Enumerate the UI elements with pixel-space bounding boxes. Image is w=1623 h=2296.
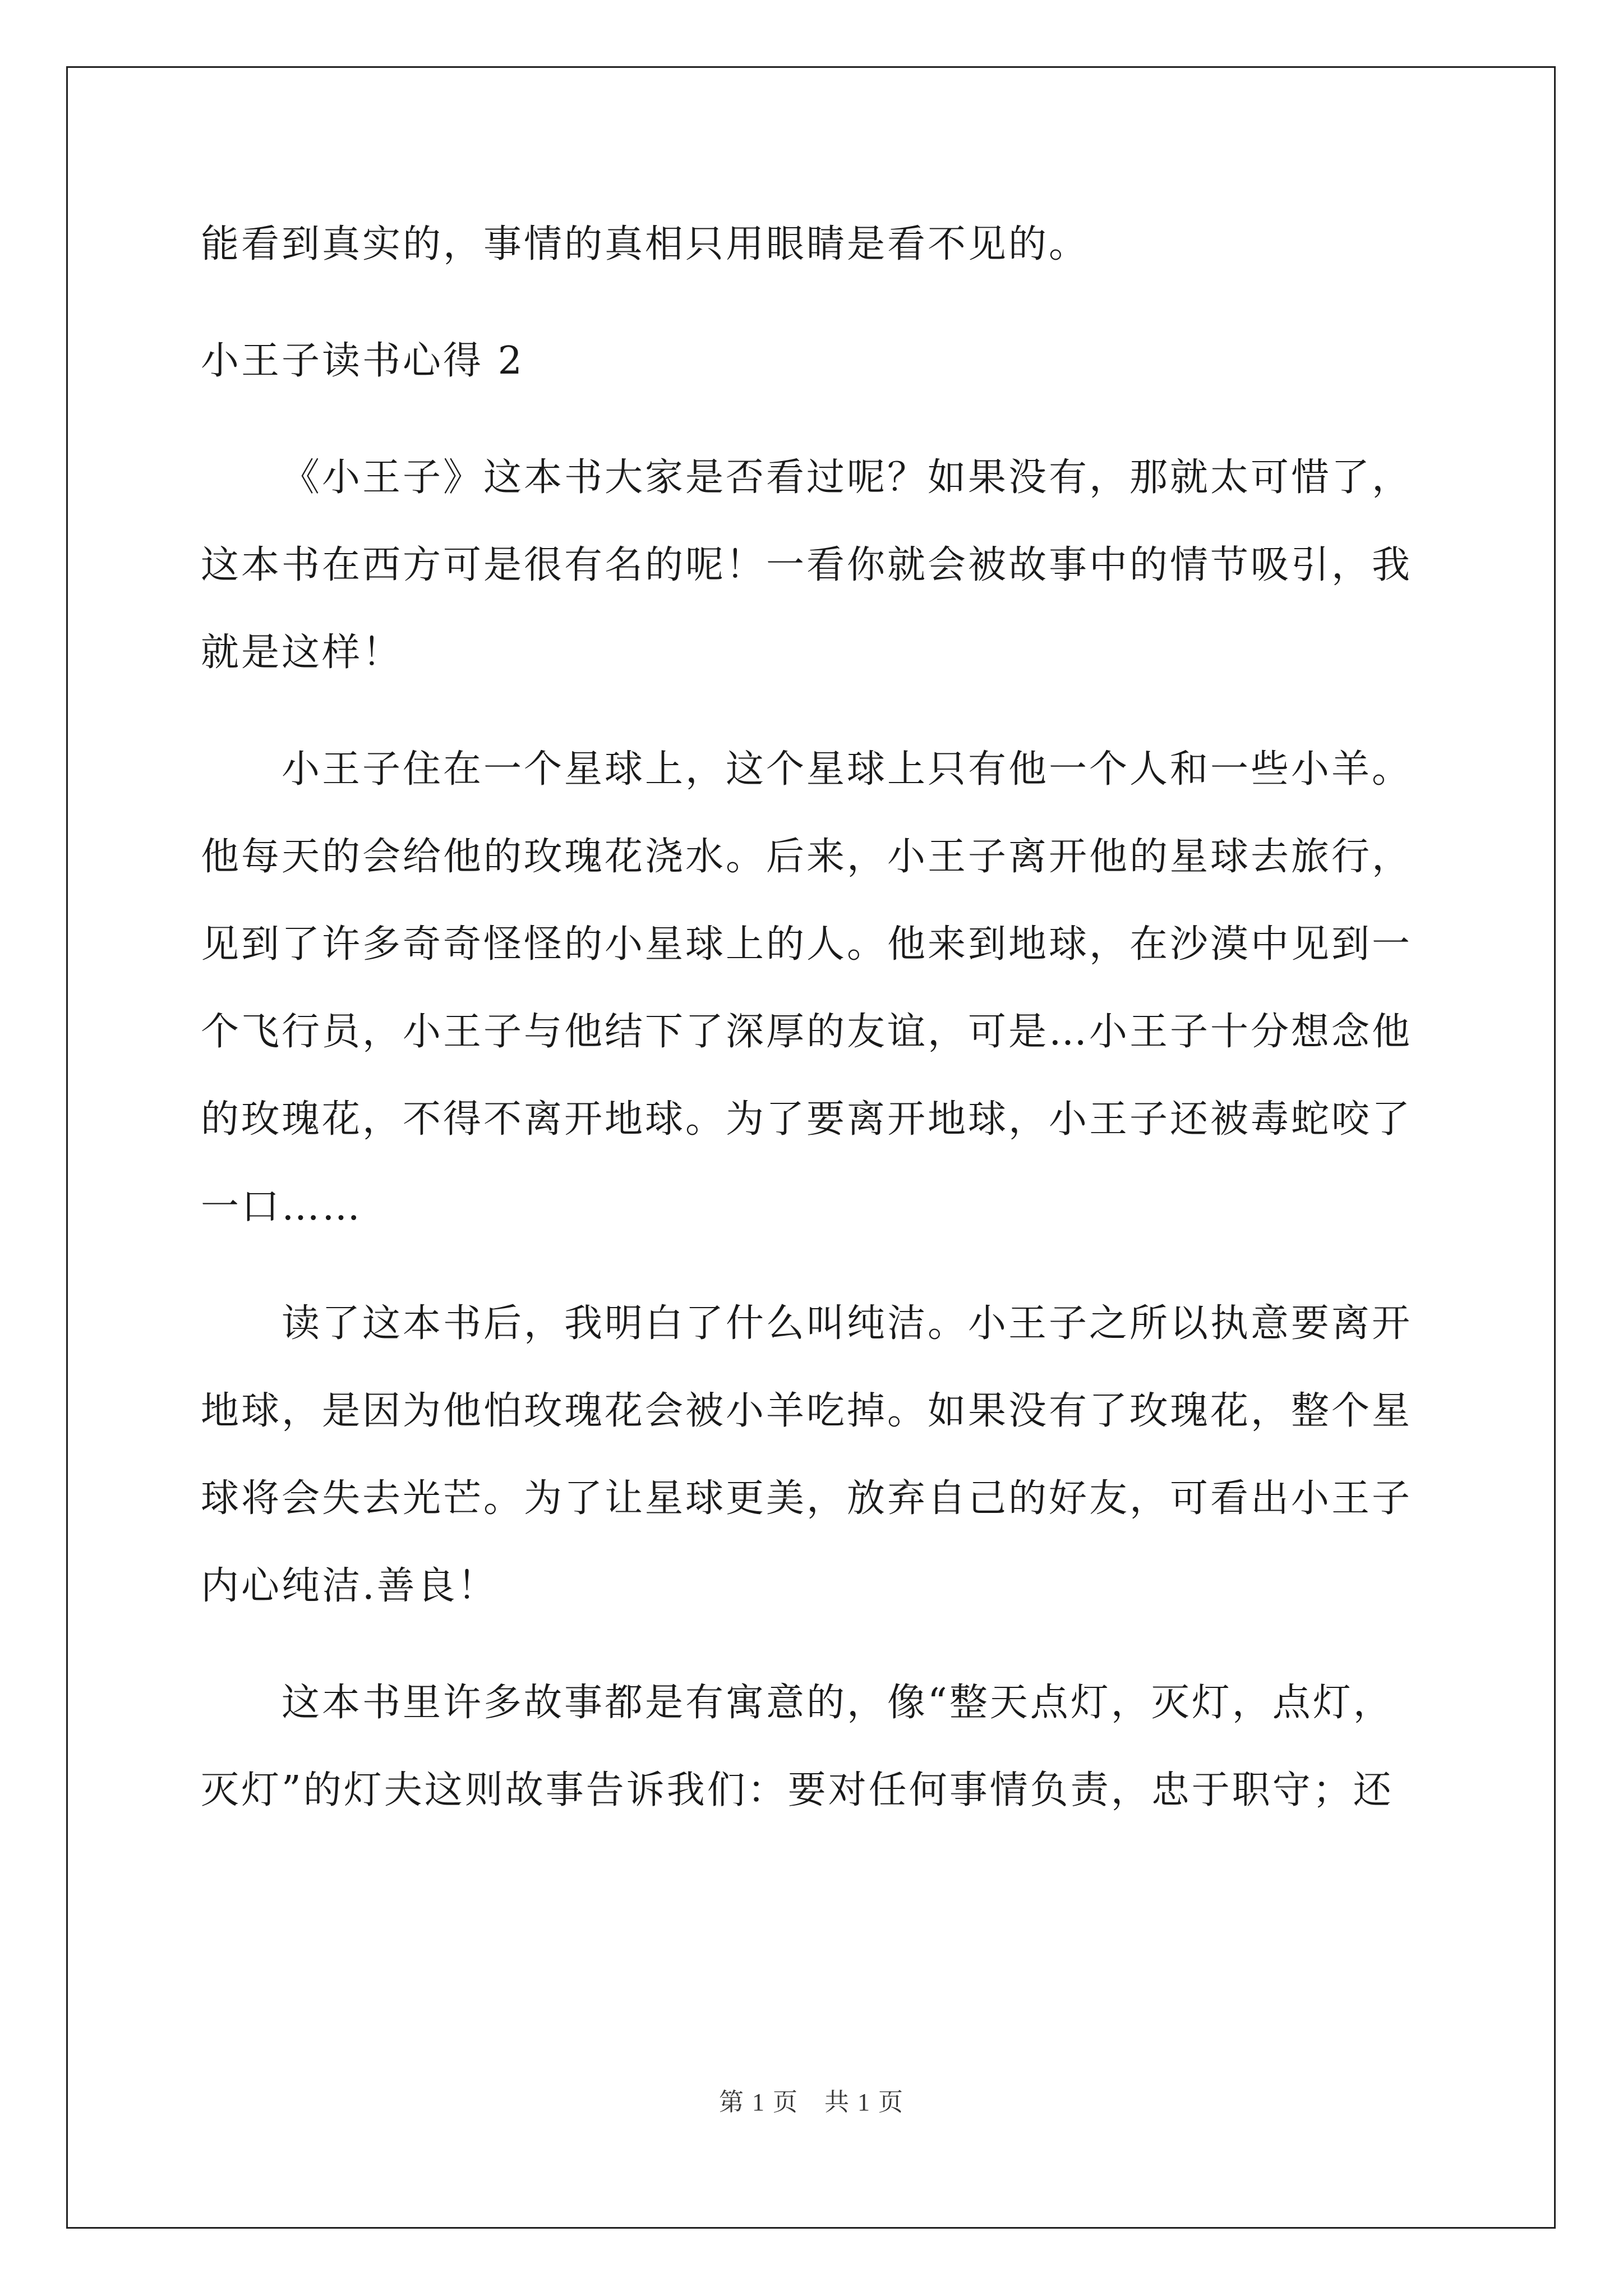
text-line: 地球，是因为他怕玫瑰花会被小羊吃掉。如果没有了玫瑰花，整个星 xyxy=(201,1389,1413,1433)
paragraph-4 xyxy=(201,1659,1430,1834)
text-line: 小王子住在一个星球上，这个星球上只有他一个人和一些小羊。 xyxy=(282,747,1413,792)
text-line: 《小王子》这本书大家是否看过呢？如果没有，那就太可惜了， xyxy=(282,455,1413,500)
text-line: 球将会失去光芒。为了让星球更美，放弃自己的好友，可看出小王子 xyxy=(201,1476,1413,1521)
text-line: 这本书在西方可是很有名的呢！一看你就会被故事中的情节吸引，我 xyxy=(201,543,1413,587)
text-line: 见到了许多奇奇怪怪的小星球上的人。他来到地球，在沙漠中见到一 xyxy=(201,922,1413,967)
text-line: 他每天的会给他的玫瑰花浇水。后来，小王子离开他的星球去旅行， xyxy=(201,835,1413,879)
paragraph-1 xyxy=(201,434,1430,697)
page-number-footer: 第 1 页 共 1 页 xyxy=(719,2088,904,2116)
document-body xyxy=(201,201,1430,1864)
text-line: 读了这本书后，我明白了什么叫纯洁。小王子之所以执意要离开 xyxy=(282,1301,1413,1346)
text-line: 个飞行员，小王子与他结下了深厚的友谊，可是…小王子十分想念他 xyxy=(201,1010,1413,1054)
text-line: 的玫瑰花，不得不离开地球。为了要离开地球，小王子还被毒蛇咬了 xyxy=(201,1097,1413,1142)
text-line: 能看到真实的，事情的真相只用眼睛是看不见的。 xyxy=(201,222,1090,266)
continuation-text xyxy=(201,201,1430,288)
text-line: 就是这样！ xyxy=(201,631,403,675)
paragraph-3 xyxy=(201,1280,1430,1630)
text-line: 这本书里许多故事都是有寓意的，像“整天点灯，灭灯，点灯， xyxy=(282,1681,1394,1725)
text-line: 一口…… xyxy=(201,1185,363,1229)
section-title: 小王子读书心得 2 xyxy=(201,339,524,383)
text-line: 内心纯洁.善良！ xyxy=(201,1564,498,1608)
text-line: 灭灯”的灯夫这则故事告诉我们：要对任何事情负责，忠于职守；还 xyxy=(201,1768,1394,1812)
paragraph-2 xyxy=(201,726,1430,1251)
